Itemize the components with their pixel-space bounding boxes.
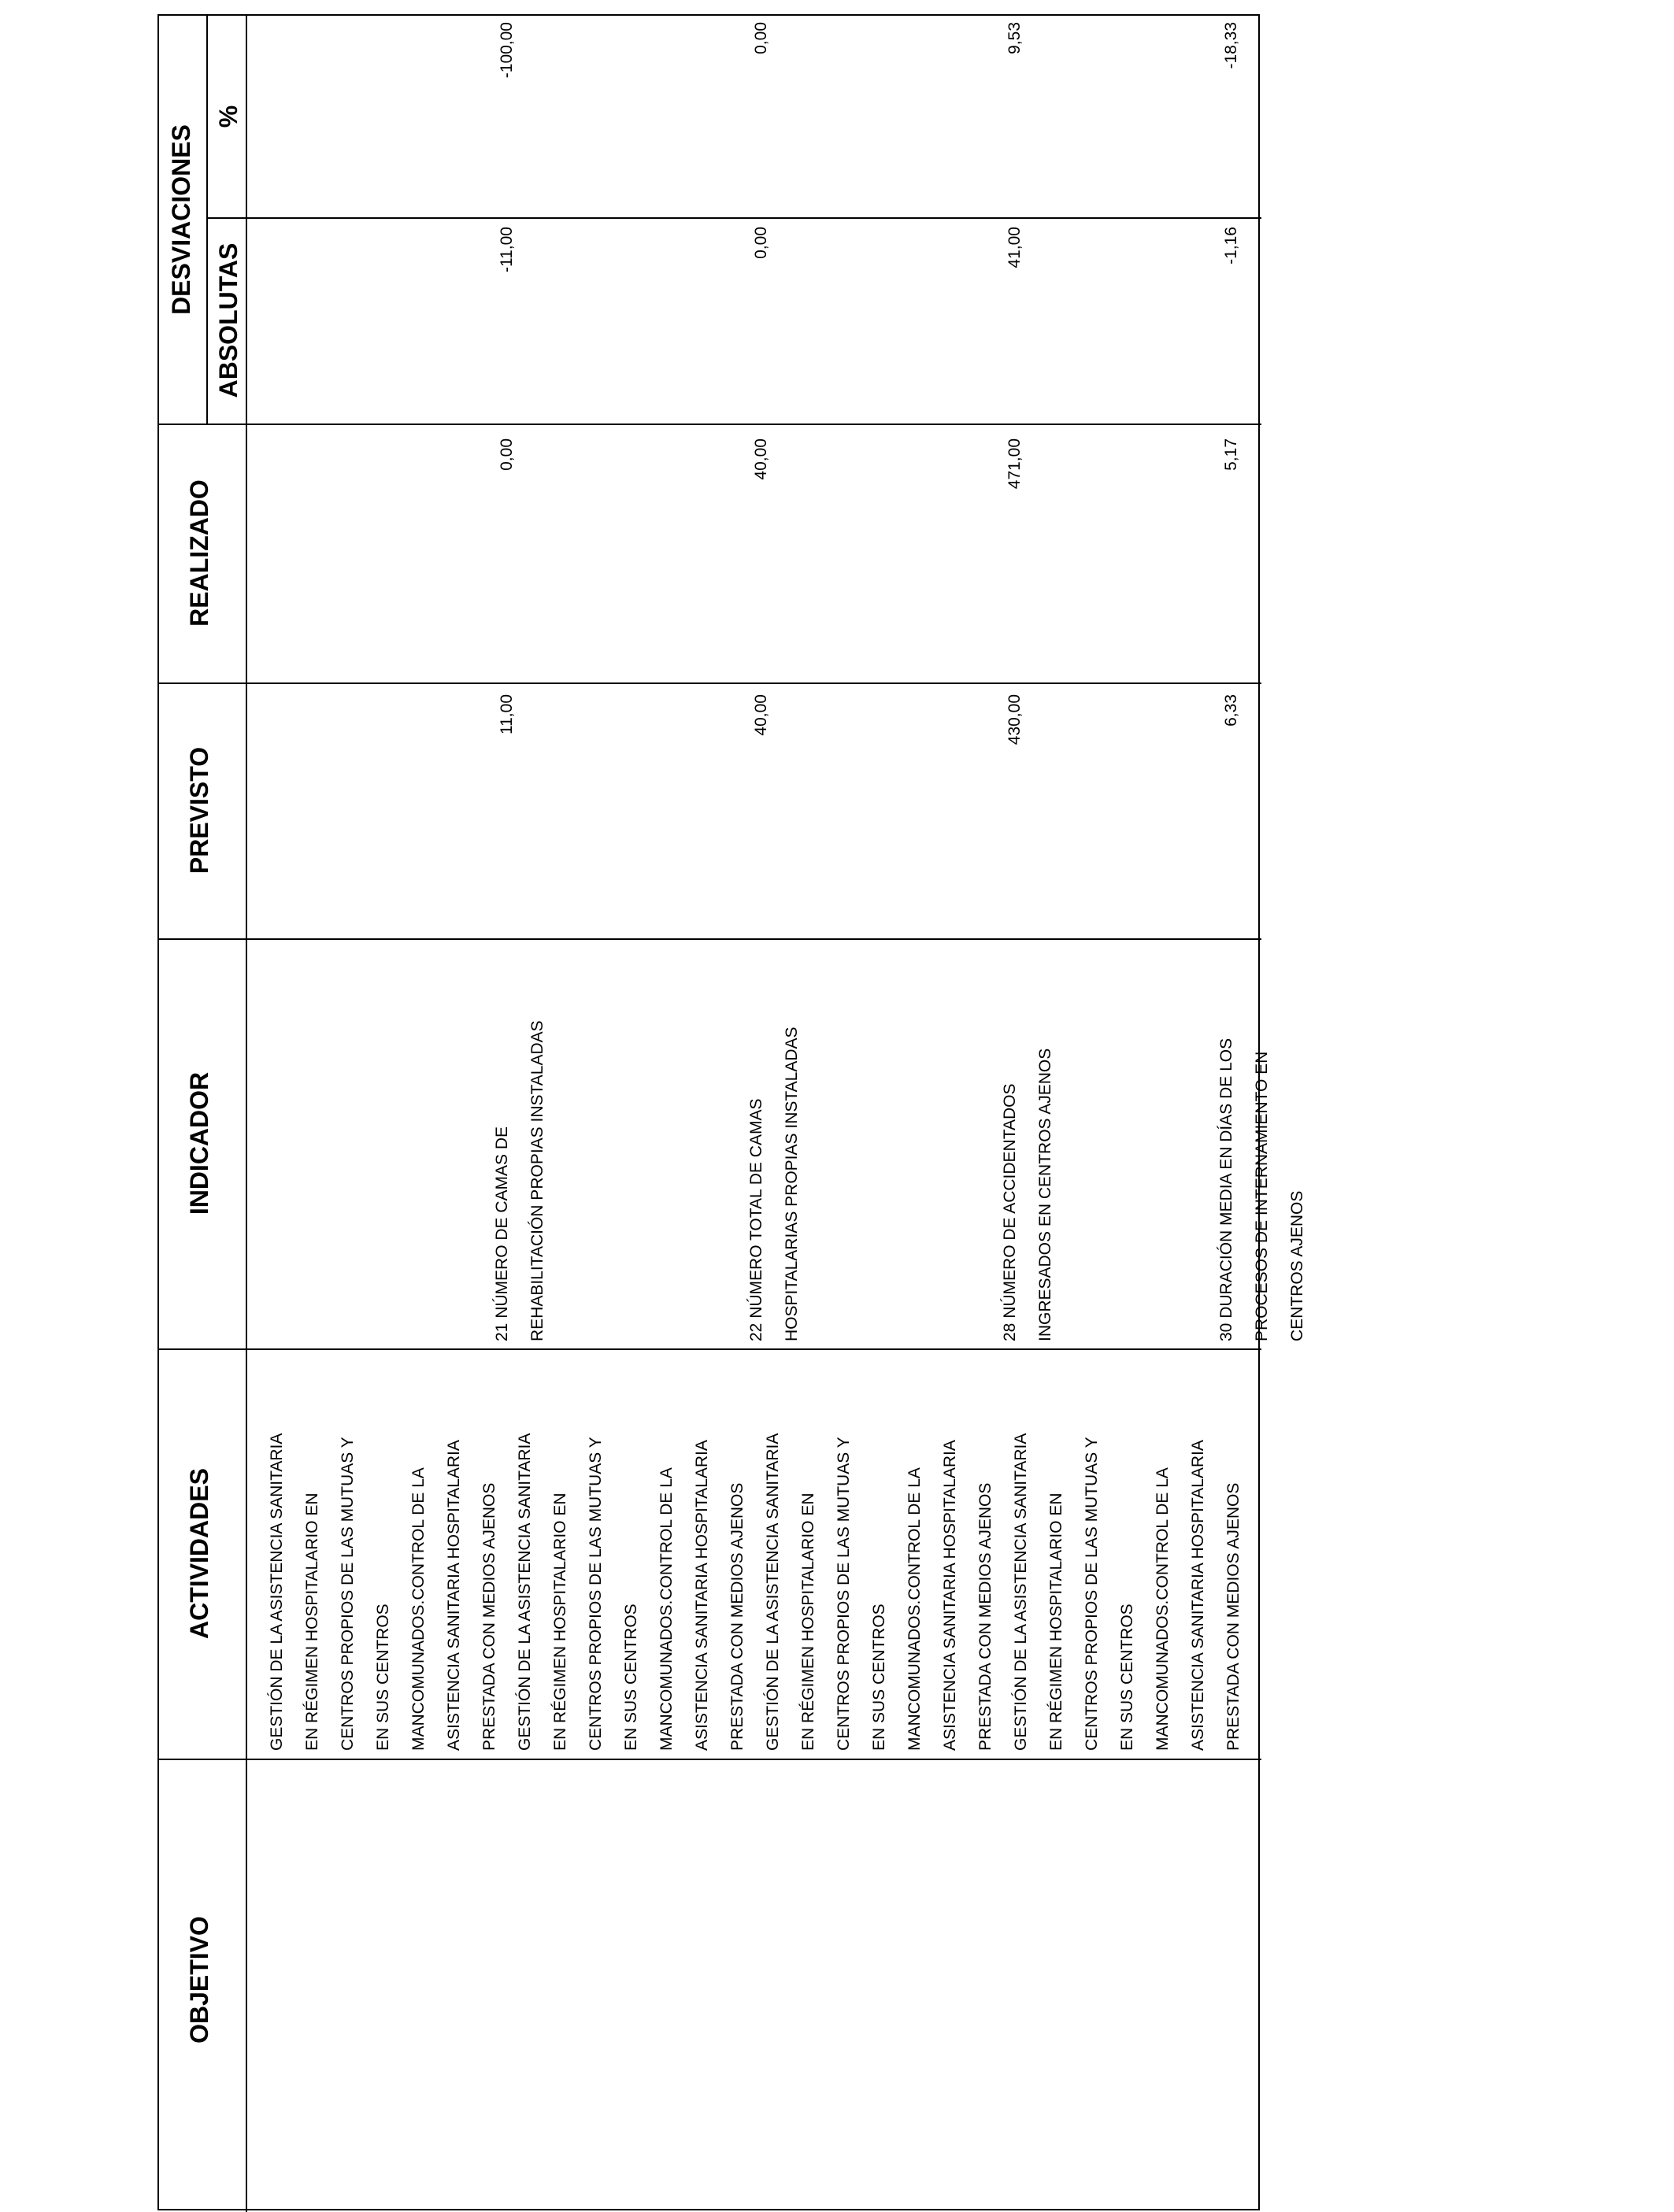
actividad-line: EN SUS CENTROS: [870, 1604, 888, 1751]
absolutas-value: -11,00: [498, 227, 516, 272]
realizado-value: 471,00: [1006, 438, 1024, 490]
actividad-line: EN RÉGIMEN HOSPITALARIO EN: [303, 1493, 321, 1751]
porcentaje-value: -100,00: [498, 22, 516, 79]
header-actividades: ACTIVIDADES: [185, 1468, 213, 1639]
indicador-line: REHABILITACIÓN PROPIAS INSTALADAS: [528, 1020, 546, 1341]
indicador-line: 28 NÚMERO DE ACCIDENTADOS: [1001, 1083, 1019, 1341]
realizado-value: 5,17: [1222, 438, 1240, 471]
actividad-line: CENTROS PROPIOS DE LAS MUTUAS Y: [339, 1437, 357, 1751]
col-divider-absolutas: [206, 217, 1261, 219]
actividad-line: EN RÉGIMEN HOSPITALARIO EN: [799, 1493, 817, 1751]
actividad-line: PRESTADA CON MEDIOS AJENOS: [480, 1482, 498, 1751]
realizado-value: 40,00: [752, 438, 770, 480]
col-divider-objetivo: [159, 1759, 1261, 1760]
actividad-line: ASISTENCIA SANITARIA HOSPITALARIA: [941, 1440, 959, 1751]
header-indicador: INDICADOR: [185, 1071, 213, 1215]
actividad-line: PRESTADA CON MEDIOS AJENOS: [1224, 1482, 1243, 1751]
indicador-line: PROCESOS DE INTERNAMIENTO EN: [1253, 1051, 1271, 1341]
col-divider-indicador: [159, 938, 1261, 940]
indicador-line: INGRESADOS EN CENTROS AJENOS: [1036, 1048, 1054, 1341]
actividad-line: MANCOMUNADOS.CONTROL DE LA: [657, 1467, 676, 1751]
actividad-line: GESTIÓN DE LA ASISTENCIA SANITARIA: [516, 1433, 534, 1751]
actividad-line: EN SUS CENTROS: [1118, 1604, 1136, 1751]
actividad-line: GESTIÓN DE LA ASISTENCIA SANITARIA: [764, 1433, 782, 1751]
indicador-cell: [739, 940, 809, 1341]
indicador-cell: [992, 940, 1063, 1341]
actividad-line: EN RÉGIMEN HOSPITALARIO EN: [551, 1493, 569, 1751]
actividad-line: CENTROS PROPIOS DE LAS MUTUAS Y: [835, 1437, 853, 1751]
header-desviaciones: DESVIACIONES: [167, 124, 195, 315]
actividad-line: EN SUS CENTROS: [622, 1604, 640, 1751]
actividad-line: CENTROS PROPIOS DE LAS MUTUAS Y: [587, 1437, 605, 1751]
realizado-value: 0,00: [498, 438, 516, 471]
porcentaje-value: 9,53: [1006, 22, 1024, 54]
actividad-line: PRESTADA CON MEDIOS AJENOS: [976, 1482, 994, 1751]
actividad-line: ASISTENCIA SANITARIA HOSPITALARIA: [693, 1440, 711, 1751]
rotated-table: [157, 14, 1306, 2210]
header-porcentaje: %: [214, 105, 243, 128]
actividad-line: MANCOMUNADOS.CONTROL DE LA: [906, 1467, 924, 1751]
actividad-line: PRESTADA CON MEDIOS AJENOS: [728, 1482, 746, 1751]
previsto-value: 11,00: [498, 694, 516, 734]
actividad-line: ASISTENCIA SANITARIA HOSPITALARIA: [1189, 1440, 1207, 1751]
actividad-line: MANCOMUNADOS.CONTROL DE LA: [409, 1467, 428, 1751]
indicador-cell: [484, 940, 555, 1341]
indicador-line: 22 NÚMERO TOTAL DE CAMAS: [747, 1098, 765, 1341]
header-divider: [246, 16, 247, 2212]
actividades-text: [259, 1341, 1251, 1751]
previsto-value: 40,00: [752, 694, 770, 736]
absolutas-value: 41,00: [1006, 227, 1024, 268]
actividad-line: GESTIÓN DE LA ASISTENCIA SANITARIA: [1012, 1433, 1030, 1751]
header-objetivo: OBJETIVO: [185, 1916, 213, 2044]
actividad-line: EN RÉGIMEN HOSPITALARIO EN: [1047, 1493, 1065, 1751]
indicador-line: HOSPITALARIAS PROPIAS INSTALADAS: [783, 1026, 801, 1341]
actividad-line: MANCOMUNADOS.CONTROL DE LA: [1154, 1467, 1172, 1751]
porcentaje-value: 0,00: [752, 22, 770, 54]
indicador-line: 21 NÚMERO DE CAMAS DE: [493, 1126, 511, 1341]
indicador-line: 30 DURACIÓN MEDIA EN DÍAS DE LOS: [1217, 1038, 1235, 1341]
desviaciones-divider: [206, 16, 208, 424]
col-divider-realizado: [159, 424, 1261, 425]
actividad-line: ASISTENCIA SANITARIA HOSPITALARIA: [445, 1440, 463, 1751]
actividad-line: GESTIÓN DE LA ASISTENCIA SANITARIA: [268, 1433, 286, 1751]
header-absolutas: ABSOLUTAS: [214, 242, 243, 398]
absolutas-value: -1,16: [1222, 227, 1240, 264]
indicador-cell: [1209, 940, 1315, 1341]
header-realizado: REALIZADO: [185, 479, 213, 627]
col-divider-previsto: [159, 682, 1261, 684]
porcentaje-value: -18,33: [1222, 22, 1240, 69]
header-previsto: PREVISTO: [185, 746, 213, 875]
previsto-value: 6,33: [1222, 694, 1240, 727]
absolutas-value: 0,00: [752, 227, 770, 259]
previsto-value: 430,00: [1006, 694, 1024, 745]
actividad-line: EN SUS CENTROS: [374, 1604, 392, 1751]
actividad-line: CENTROS PROPIOS DE LAS MUTUAS Y: [1083, 1437, 1101, 1751]
indicador-line: CENTROS AJENOS: [1288, 1190, 1306, 1341]
